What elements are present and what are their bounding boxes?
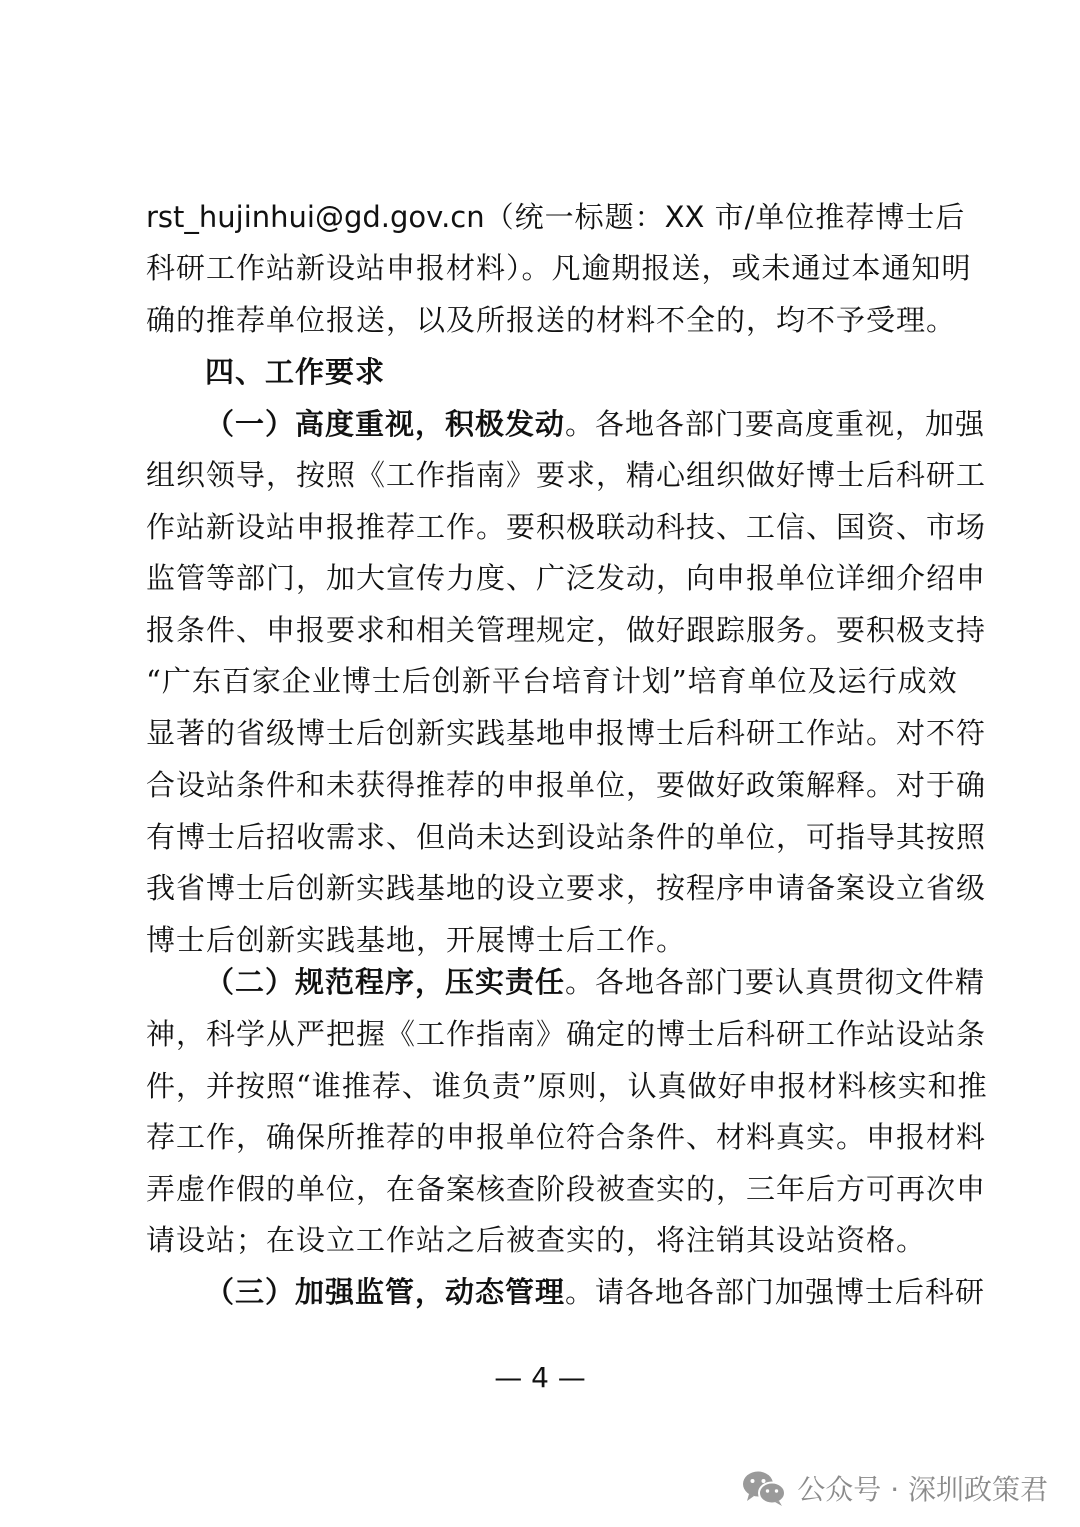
body-text: 博士后创新实践基地，开展博士后工作。	[146, 923, 687, 957]
heading-text: （一）高度重视，积极发动	[205, 407, 566, 441]
body-text: XX	[664, 200, 705, 234]
body-text: 确的推荐单位报送，以及所报送的材料不全的，均不予受理。	[146, 303, 957, 337]
wechat-watermark	[741, 1464, 1048, 1512]
text-line	[146, 920, 946, 960]
text-line	[146, 1014, 987, 1054]
body-text: 市/单位推荐博士后	[704, 200, 966, 234]
body-text: 有博士后招收需求、但尚未达到设站条件的单位，可指导其按照	[146, 820, 987, 854]
text-line	[146, 713, 987, 753]
text-line	[146, 1220, 946, 1260]
text-line	[146, 868, 987, 908]
body-text: 报条件、申报要求和相关管理规定，做好跟踪服务。要积极支持	[146, 613, 987, 647]
text-line	[205, 962, 986, 1002]
text-line	[146, 610, 987, 650]
heading-text: 四、工作要求	[205, 355, 386, 389]
text-line	[205, 404, 986, 444]
body-text: 。各地各部门要高度重视，加强	[565, 407, 986, 441]
wechat-icon	[741, 1468, 787, 1508]
body-text: 科研工作站新设站申报材料）。凡逾期报送，或未通过本通知明	[146, 251, 972, 285]
text-line	[146, 765, 987, 805]
text-line	[205, 1272, 986, 1312]
watermark-label: 公众号 · 深圳政策君	[797, 1473, 1048, 1506]
text-line	[146, 1066, 988, 1106]
body-text: 我省博士后创新实践基地的设立要求，按程序申请备案设立省级	[146, 871, 987, 905]
body-text: 件，并按照“谁推荐、谁负责”原则，认真做好申报材料核实和推	[146, 1069, 988, 1103]
text-line	[146, 197, 966, 237]
text-line	[146, 1117, 987, 1157]
body-text: 显著的省级博士后创新实践基地申报博士后科研工作站。对不符	[146, 716, 987, 750]
text-line	[146, 817, 987, 857]
heading-text: （三）加强监管，动态管理	[205, 1275, 566, 1309]
text-line	[146, 661, 958, 701]
page-number: — 4 —	[494, 1361, 586, 1394]
body-text: “广东百家企业博士后创新平台培育计划”培育单位及运行成效	[146, 664, 958, 698]
body-text: 监管等部门，加大宣传力度、广泛发动，向申报单位详细介绍申	[146, 561, 987, 595]
text-line	[146, 248, 972, 288]
text-line	[146, 1169, 987, 1209]
body-text: 荐工作，确保所推荐的申报单位符合条件、材料真实。申报材料	[146, 1120, 987, 1154]
heading-text: （二）规范程序，压实责任	[205, 965, 566, 999]
body-text: 组织领导，按照《工作指南》要求，精心组织做好博士后科研工	[146, 458, 987, 492]
body-text: （统一标题：	[484, 200, 665, 234]
body-text: 神，科学从严把握《工作指南》确定的博士后科研工作站设站条	[146, 1017, 987, 1051]
body-text: rst_hujinhui@gd.gov.cn	[146, 200, 485, 234]
body-text: 。各地各部门要认真贯彻文件精	[565, 965, 986, 999]
text-line	[146, 455, 987, 495]
body-text: 弄虚作假的单位，在备案核查阶段被查实的，三年后方可再次申	[146, 1172, 987, 1206]
text-line	[146, 300, 957, 340]
body-text: 作站新设站申报推荐工作。要积极联动科技、工信、国资、市场	[146, 510, 987, 544]
body-text: 。请各地各部门加强博士后科研	[565, 1275, 986, 1309]
text-line	[146, 507, 987, 547]
body-text: 合设站条件和未获得推荐的申报单位，要做好政策解释。对于确	[146, 768, 987, 802]
text-line	[146, 558, 987, 598]
text-line	[205, 352, 946, 392]
body-text: 请设站；在设立工作站之后被查实的，将注销其设站资格。	[146, 1223, 927, 1257]
